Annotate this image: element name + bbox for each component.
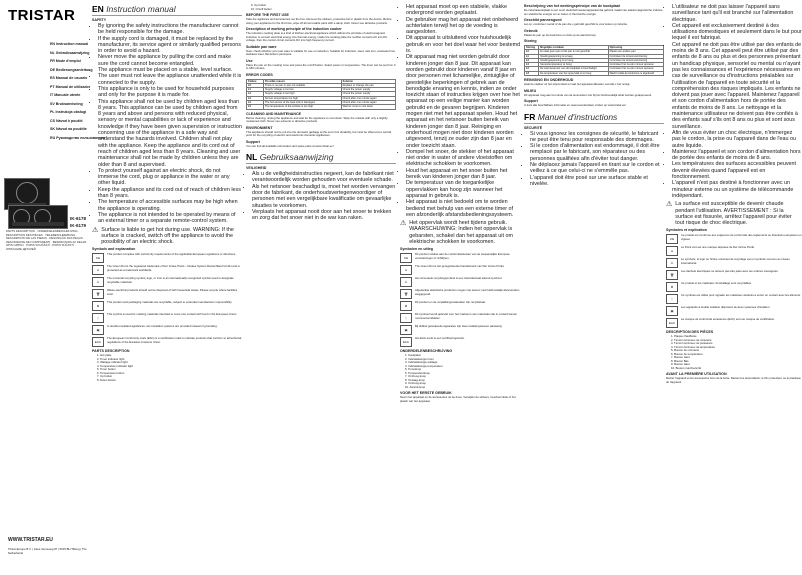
symbol-text: This symbol is used for marking materials intended to come into contact with food in the European Union. xyxy=(107,312,238,317)
symbol-icon: EAC xyxy=(666,318,678,328)
table-row xyxy=(525,71,664,75)
table-cell: E5 xyxy=(525,71,539,75)
list-item: • Cet appareil est exclusivement destiné à des utilisations domestiques et seulement dans le but pour lequel il est fabriqué. xyxy=(672,23,802,42)
nl-before-text: Neem het apparaat en de accessoires uit de doos. Verwijder de stickers, beschermfolie of het plastic van het apparaat. xyxy=(400,395,516,403)
en-safety-list xyxy=(98,23,242,225)
symbol-text: This product and packaging materials are recyclable, subject to extended manufacturer responsibility. xyxy=(107,300,233,305)
company-address: Tristar Europe B.V. | Jules Verneweg 87 | 5015 BH Tilburg | The Netherlands xyxy=(8,547,87,555)
symbol-text: Dit product en de verpakkingsmaterialen zijn recyclebaar. xyxy=(415,300,486,305)
list-item: • Keep the appliance and its cord out of reach of children less than 8 years. xyxy=(98,187,242,200)
model-numbers xyxy=(70,215,86,229)
list-item: • The user must not leave the appliance unattended while it is connected to the supply. xyxy=(98,73,242,86)
table-cell: Supply voltage is too low xyxy=(263,88,341,92)
symbol-row xyxy=(400,253,522,263)
list-item: • Afin de vous éviter un choc électrique, n'immergez pas le cordon, la prise ou l'appareil dans de l'eau ou autre liquide. xyxy=(672,130,802,149)
fr-safety-heading: SÉCURITÉ xyxy=(524,125,543,130)
symbol-text: Le symbole, le logo ou l'icône universel de recyclage est un symbole reconnu au niveau international. xyxy=(681,257,790,265)
table-cell: E3 xyxy=(525,63,539,67)
table-cell: E0 xyxy=(247,83,264,87)
list-item: • By ignoring the safety instructions the manufacturer cannot be held responsible for the damage. xyxy=(98,23,242,36)
list-item: 10. Bouton marche/arrêt xyxy=(671,365,702,370)
list-item: • Als u de veiligheidsinstructies negeert, kan de fabrikant niet verantwoordelijk worden gehouden voor eventuele schade. xyxy=(252,171,396,184)
symbol-icon: 🗑 xyxy=(92,289,104,299)
language-item: ES Manual de usuario xyxy=(50,76,88,80)
nl-env-text: Dit apparaat mag aan het einde van de levensduur niet bij het huishoudelijk afval worden gedeponeerd. xyxy=(524,92,652,97)
list-item: • Dit apparaat mag niet worden gebruikt door kinderen jonger dan 8 jaar. Dit apparaat kan worden gebruikt door kinderen vanaf 8 jaar en door personen met lichamelijke, zintuiglijke of geestelijke beperkingen of gebrek aan de benodigde ervaring en kennis, indien ze onder toezicht staan of instructies krijgen over hoe het apparaat op een veilige manier kan worden gebruikt en de gevaren begrijpen. Kinderen mogen niet met het apparaat spelen. Houd het apparaat en het netsnoer buiten bereik van kinderen jonger dan 8 jaar. Reiniging en onderhoud mogen niet door kinderen worden uitgevoerd, tenzij ze ouder zijn dan 8 jaar en onder toezicht staan. xyxy=(406,54,522,148)
symbol-icon: ▣ xyxy=(92,325,104,335)
list-item: • This appliance is only to be used for household purposes and only for the purpose it is made for. xyxy=(98,86,242,99)
symbol-icon: CE xyxy=(92,253,104,263)
product-image-2 xyxy=(8,205,68,229)
table-cell: Supply voltage is too high xyxy=(263,92,341,96)
fr-symbols-list xyxy=(666,234,802,328)
list-item: • Dompel het snoer, de stekker of het apparaat niet onder in water of andere vloeistoffen om elektrische schokken te voorkomen. xyxy=(406,149,522,168)
list-item: 8. Omlaag-knop xyxy=(405,377,425,382)
table-row xyxy=(525,67,664,71)
symbol-icon: 🗑 xyxy=(400,289,412,299)
symbol-text: Bij dubbel geïsoleerde apparaten zijn twee isolatiesystemen aanwezig. xyxy=(415,324,503,329)
en-support-heading: Support xyxy=(246,139,260,144)
list-item: 1. Hot plate xyxy=(97,353,112,358)
symbol-text: Ce produit et les matériaux d'emballage sont recyclables. xyxy=(681,281,752,286)
list-item: 2. Indicatielampje timer xyxy=(405,356,434,361)
en-env-heading: ENVIRONMENT xyxy=(246,125,273,130)
symbol-row xyxy=(400,301,522,311)
list-item: 7. Up button xyxy=(97,374,113,379)
symbol-text: Ce produit est conforme aux exigences de conformité des règlements ou directives européens en vigueur. xyxy=(681,233,802,241)
symbol-icon: ▣ xyxy=(400,325,412,335)
language-list xyxy=(50,40,106,142)
list-item: • If the supply cord is damaged, it must be replaced by the manufacturer, its service agent or similarly qualified persons in order to avoid a hazard. xyxy=(98,36,242,55)
symbol-row xyxy=(666,246,802,256)
en-column-2 xyxy=(246,0,396,575)
list-item: 3. Indicatielampje wattage xyxy=(405,360,438,365)
symbol-text: Het EAC-merk is een certificeringsmerk. xyxy=(415,336,465,341)
en-env-text: This appliance should not be put into the domestic garbage at the end of its durability, but must be offered at a central point for the recycling of electric and electronic domestic appliances. xyxy=(246,129,392,138)
table-cell: De temperatuur van het oppervlak is te hoog xyxy=(539,71,608,75)
list-item: 4. Indicatielampje temperatuur xyxy=(405,363,443,368)
symbol-row xyxy=(400,337,522,347)
symbol-text: The Green Dot is het geregistreerde handelsmerk van Der Grüne Punkt. xyxy=(415,264,505,269)
column-header: Solution xyxy=(341,79,395,83)
nl-support-heading: Support xyxy=(524,99,538,104)
symbol-row xyxy=(92,289,242,299)
language-item: DE Bedienungsanleitung xyxy=(50,67,93,72)
list-item: • De temperatuur van de toegankelijke oppervlakken kan hoog zijn wanneer het apparaat in gebruik is. xyxy=(406,180,522,199)
list-item: • Cet appareil ne doit pas être utilisé par des enfants de moins de 8 ans. Cet appareil peut être utilisé par des enfants de 8 ans ou plus et des personnes présentant un handicap physique, sensoriel ou mental ou n'ayant pas les connaissances et l'expérience nécessaires en cas de surveillance ou d'instructions préalables sur l'utilisation de l'appareil en toute sécurité et la compréhension des risques impliqués. Les enfants ne doivent pas jouer avec l'appareil. Maintenez l'appareil et son cordon d'alimentation hors de portée des enfants de moins de 8 ans. Le nettoyage et la maintenance utilisateur ne doivent pas être confiés à des enfants sauf s'ils ont 8 ans ou plus et sont sous surveillance. xyxy=(672,42,802,130)
symbol-row xyxy=(400,277,522,287)
list-item: • Ne déplacez jamais l'appareil en tirant sur le cordon et veillez à ce que celui-ci ne s'emmêle pas. xyxy=(530,162,664,175)
symbol-text: Les appareils à double isolation disposent de deux systèmes d'isolation. xyxy=(681,305,771,310)
symbol-text: La marque de conformité eurasienne (EAC) est une marque de certification. xyxy=(681,317,775,322)
hot-surface-icon: ⚠ xyxy=(400,220,407,228)
nl-desc-heading: Beschrijving van het werkingsprincipe van de kookplaat xyxy=(524,4,620,8)
column-header: Possible reason xyxy=(263,79,341,83)
column-header: Mogelijke oorzaken xyxy=(539,46,608,50)
symbol-row xyxy=(400,325,522,335)
nl-warning: ⚠ Het oppervlak wordt heet tijdens gebruik. WAARSCHUWING: Indien het oppervlak is gebarsten, schakel dan het apparaat uit om elektrische schokken te voorkomen. xyxy=(400,220,513,245)
list-item: 4. Temperature indicator light xyxy=(97,363,134,368)
symbol-icon: ♻ xyxy=(92,301,104,311)
symbol-row xyxy=(666,270,802,280)
list-item: 3. Wattage indicator light xyxy=(97,360,128,365)
symbol-icon: ● xyxy=(400,265,412,275)
table-cell: E1 xyxy=(247,88,264,92)
symbol-icon: ♻ xyxy=(400,301,412,311)
list-item: 10. On/off button xyxy=(251,6,272,11)
list-item: • Maintenez l'appareil et son cordon d'alimentation hors de portée des enfants de moins de 8 ans. xyxy=(672,149,802,162)
table-cell: Controleer de stroomvoorziening xyxy=(608,58,663,62)
nl-fault-heading: Storing xyxy=(524,39,537,43)
symbol-row xyxy=(92,325,242,335)
en-clean-text: Before cleaning, unplug the appliance and wait for the appliance to cool down. Wipe the outside with only a slightly moistened cloth. Never use solvents or abrasive products. xyxy=(246,115,388,124)
fr-safety-list-2 xyxy=(672,4,802,199)
nl-symbols-heading: Symbolen en uitleg xyxy=(400,247,433,252)
list-item: • Les températures des surfaces accessibles peuvent devenir élevées quand l'appareil est en fonctionnement. xyxy=(672,161,802,180)
table-cell: De warmtesensor van de koelplaat is beschadigd xyxy=(539,67,608,71)
list-item: 4. Témoin lumineux de température xyxy=(671,344,716,349)
list-item: 10. Aan/uit-knop xyxy=(405,384,426,389)
table-cell: Wait for zone to cool down xyxy=(341,105,395,109)
language-item: PL Instrukcja obsługi xyxy=(50,110,87,114)
list-item: 7. Bouton Haut xyxy=(671,355,690,360)
nl-support-text: U kunt alle beschikbare informatie en reserveonderdelen vinden op www.tristar.eu! xyxy=(524,103,626,108)
brand-logo: TRISTAR xyxy=(8,7,76,24)
symbol-icon: 🗑 xyxy=(666,270,678,280)
language-item: EN Instruction manual xyxy=(50,42,89,46)
list-item: • L'utilisateur ne doit pas laisser l'appareil sans surveillance tant qu'il est branché sur l'alimentation électrique. xyxy=(672,4,802,23)
symbol-row xyxy=(666,306,802,316)
nl-column-2 xyxy=(400,0,522,575)
nl-use-text: Plaats de pan op de kookzone en druk op de aan/uit-knop. xyxy=(524,32,597,37)
list-item: 8. Down button xyxy=(97,377,116,382)
language-item: FR Mode d'emploi xyxy=(50,59,81,63)
list-item: 9. Bouton Haut xyxy=(671,362,690,367)
list-item: 3. Témoin lumineux de puissance xyxy=(671,341,713,346)
symbol-row xyxy=(92,265,242,275)
symbol-text: Afgedankte elektrische producten mogen niet samen met huishoudelijk afval worden weggegooid. xyxy=(415,288,520,296)
table-cell: E5 xyxy=(247,105,264,109)
table-cell: The hot sensor of the heat sink is damaged xyxy=(263,100,341,104)
list-item: • De gebruiker mag het apparaat niet onbeheerd achterlaten terwijl het op de voeding is aangesloten. xyxy=(406,17,522,36)
en-use-heading: Use xyxy=(246,58,253,63)
symbol-icon: ▣ xyxy=(666,306,678,316)
cover-caption: PARTS DESCRIPTION · ONDERDELENBESCHRIJVING · DESCRIPTION DES PIÈCES · TEILEBESCHREIBUNG · DESCRIPCIÓN DE LAS PIEZAS · DESCRIÇÃO DAS PEÇAS · DESCRIZIONE DEI COMPONENTI · BESKRIVNING AV DELAR · OPIS CZĘŚCI · POPIS SOUČÁSTÍ · POPIS SÚČASTÍ · ОПИСАНИЕ ДЕТАЛЕЙ xyxy=(6,229,88,251)
list-item: • Si le cordon d'alimentation est endommagé, il doit être remplacé par le fabricant, son réparateur ou des personnes qualifiées afin d'éviter tout danger. xyxy=(530,143,664,162)
en-desc-heading: Description of working principle of the induction cooker xyxy=(246,27,342,31)
list-item: 7. Omhoog-knop xyxy=(405,374,426,379)
table-cell: The temperature of the surface is too high xyxy=(263,105,341,109)
website: WWW.TRISTAR.EU xyxy=(8,537,53,543)
en-error-heading: ERROR CODES xyxy=(246,72,273,77)
en-safety-heading: SAFETY xyxy=(92,18,107,22)
language-item: IT Manuale utente xyxy=(50,93,81,97)
en-before-heading: BEFORE THE FIRST USE xyxy=(246,13,289,17)
symbol-icon: ♺ xyxy=(400,277,412,287)
table-cell: Voedingsspanning is te hoog xyxy=(539,58,608,62)
list-item: • L'appareil n'est pas destiné à fonctionner avec un minuteur externe ou un système de télécommande indépendant. xyxy=(672,180,802,199)
nl-safety-list-1 xyxy=(252,171,396,221)
en-cookware-text: Note: check whether your pan ware is suitable for use on induction. Suitable for induction: steel, cast iron, enameled iron, stainless steel, flat-bottom pans/pots. xyxy=(246,48,396,56)
table-cell: Sensortemperatuur te hoog xyxy=(539,63,608,67)
en-before-text: Take the appliance and accessories out the box. Remove the stickers, protective foil or plastic from the device. Before using your appliance for the first time, wipe off all removable parts with a damp cloth. Never use abrasive products. xyxy=(246,17,392,25)
symbol-icon: ● xyxy=(666,246,678,256)
table-cell: Controleer het na één minuut opnieuw xyxy=(608,63,663,67)
en-symbols-list xyxy=(92,253,242,347)
list-item: • Never move the appliance by pulling the cord and make sure the cord cannot become entangled. xyxy=(98,54,242,67)
nl-symbols-list xyxy=(400,253,522,347)
table-cell: Controleer de stroomvoorziening xyxy=(608,54,663,58)
en-desc-text: The induction cooking plate is a kind of kitchen electrical appliance which utilizes the principle of electromagnetic induction to convert electrical energy into thermal energy, inside the cooking plate the rectifier converts AC into DC voltage, then the control circuit converts DC into high frequency current. xyxy=(246,31,388,42)
symbol-icon: ♺ xyxy=(666,258,678,268)
en-column-1 xyxy=(92,0,242,575)
list-item: 6. Temperatuurknop xyxy=(405,370,430,375)
en-parts-heading: PARTS DESCRIPTION xyxy=(92,349,130,354)
symbol-row xyxy=(92,337,242,347)
table-cell: E4 xyxy=(525,67,539,71)
symbol-text: Ce symbole est utilisé pour signaler les matériaux destinés à entrer en contact avec les aliments. xyxy=(681,293,801,298)
table-cell: Sensor temperature too high xyxy=(263,96,341,100)
list-item: • The temperature of accessible surfaces may be high when the appliance is operating. xyxy=(98,199,242,212)
list-item: 5. Bouton de minuterie xyxy=(671,348,700,353)
fr-safety-list-1 xyxy=(530,131,664,188)
symbol-row xyxy=(666,282,802,292)
nl-fault-table xyxy=(524,45,664,76)
symbol-text: The universal recycling symbol, logo, or icon is an internationally recognized symbol used to designate recyclable materials. xyxy=(107,276,234,284)
nl-clean-heading: REINIGING EN ONDERHOUD xyxy=(524,78,574,83)
list-item: • This appliance shall not be used by children aged less than 8 years. This appliance can be used by children aged from 8 years and above and persons with reduced physical, sensory or mental capabilities or lack of experience and knowledge if they have been given supervision or instruction concerning use of the appliance in a safe way and understand the hazards involved. Children shall not play with the appliance. Keep the appliance and its cord out of reach of children aged less than 8 years. Cleaning and user maintenance shall not be made by children unless they are older than 8 and supervised. xyxy=(98,99,242,168)
en-heading: EN Instruction manual xyxy=(92,4,242,16)
list-item: • Si vous ignorez les consignes de sécurité, le fabricant ne peut être tenu pour responsable des dommages. xyxy=(530,131,664,144)
symbol-text: Dit symbool wordt gebruikt voor het markeren van materialen die in contact komen met levensmiddelen. xyxy=(415,312,517,320)
list-item: • Houd het apparaat en het snoer buiten het bereik van kinderen jonger dan 8 jaar. xyxy=(406,168,522,181)
symbol-text: Le Point vert est une marque déposée de Der Grüne Punkt. xyxy=(681,245,755,250)
symbol-row xyxy=(400,289,522,299)
table-cell: Check after one minute again xyxy=(341,96,395,100)
list-item: 6. Bouton de température xyxy=(671,351,703,356)
symbol-icon: EAC xyxy=(92,337,104,347)
list-item: 9. Omhoog-knop xyxy=(405,381,426,386)
list-item: 1. Kookplaat xyxy=(405,353,421,358)
list-item: 5. Timer button xyxy=(97,367,116,372)
column-header: Oplossing xyxy=(608,46,663,50)
table-cell: Check after one minute again xyxy=(341,100,395,104)
language-item: PT Manual de utilizador xyxy=(50,84,91,89)
table-cell: Voedingsspanning is te laag xyxy=(539,54,608,58)
language-item: CS Návod k použití xyxy=(50,118,83,123)
hot-surface-icon: ⚠ xyxy=(666,201,673,209)
model-number: IK-6179 xyxy=(70,223,87,228)
list-item: 9. Up button xyxy=(251,3,267,7)
table-cell: Wacht totdat de kookzone is afgekoeld xyxy=(608,71,663,75)
symbol-row xyxy=(400,265,522,275)
language-item: RU Руководство пользователя xyxy=(50,135,106,140)
symbol-text: Les déchets électriques ne doivent pas être jetés avec les ordures ménagères. xyxy=(681,269,779,274)
list-item: • The appliance must be placed on a stable, level surface. xyxy=(98,67,242,73)
list-item: 2. Témoin lumineux de minuterie xyxy=(671,337,712,342)
list-item: 1. Plaque chauffante xyxy=(671,334,697,339)
table-cell: Plaats een andere pan xyxy=(608,50,663,54)
symbol-text: Dit product voldoet aan de conformiteitseisen van de toepasselijke Europese verordeningen of richtlijnen. xyxy=(415,252,510,260)
hot-surface-icon: ⚠ xyxy=(92,226,99,234)
nl-safety-heading: VEILIGHEID xyxy=(246,166,267,171)
en-symbols-heading: Symbols and explanation xyxy=(92,247,136,252)
list-item: • L'appareil doit être posé sur une surface stable et nivelée. xyxy=(530,175,664,188)
column-header: Storing xyxy=(525,46,539,50)
symbol-icon: CE xyxy=(666,234,678,244)
symbol-row xyxy=(92,301,242,311)
symbol-row xyxy=(92,277,242,287)
fr-before-heading: AVANT LA PREMIÈRE UTILISATION xyxy=(666,372,727,377)
table-cell: Check the power supply xyxy=(341,88,395,92)
symbol-text: The European Conformity mark (EAC) is a certification mark to indicate products that conform to all technical regulations of the Eurasian Customs Union. xyxy=(107,336,242,344)
list-item: 6. Temperature button xyxy=(97,370,125,375)
table-row xyxy=(247,105,396,109)
nl-cookware-text: Let op: controleer vooraf of de pan die u gebruikt geschikt is voor koken op inductie. xyxy=(524,22,628,26)
table-cell: E2 xyxy=(525,58,539,62)
symbol-row xyxy=(666,234,802,244)
symbol-row xyxy=(92,313,242,323)
symbol-text: In double-insulated appliances, two insulation systems are provided instead of grounding. xyxy=(107,324,218,329)
nl-clean-text: Haal de stekker uit het stopcontact en laat het apparaat afkoelen voordat u het reinigt. xyxy=(524,82,631,87)
symbol-icon: EAC xyxy=(400,337,412,347)
en-error-table xyxy=(246,79,396,110)
language-item: NL Gebruiksaanwijzing xyxy=(50,50,90,55)
nl-cookware-heading: Geschikt pannengoed xyxy=(524,18,562,22)
symbol-icon: ♺ xyxy=(92,277,104,287)
table-cell: E3 xyxy=(247,96,264,100)
symbol-icon: ● xyxy=(92,265,104,275)
symbol-row xyxy=(400,313,522,323)
list-item: • Het apparaat is niet bedoeld om te worden bediend met behulp van een externe timer of een afzonderlijk afstandsbedieningssysteem. xyxy=(406,199,522,218)
nl-desc-text: De inductiekookplaat is een soort elektrisch keukenapparaat dat gebruik maakt van elektromagnetische inductie om elektrische energie om te zetten in thermische energie. xyxy=(524,8,663,16)
list-item: • To protect yourself against an electric shock, do not immerse the cord, plug or appliance in the water or any other liquid. xyxy=(98,168,242,187)
list-item: • Als het netsnoer beschadigd is, moet het worden vervangen door de fabrikant, de onderhoudsvertegenwoordiger of personen met een vergelijkbare kwalificatie om gevaarlijke situaties te voorkomen. xyxy=(252,184,396,209)
fr-column-2 xyxy=(666,0,802,575)
en-use-text: Place the pan on the cooking zone and press the on/off button. Select power or temperature. The timer can be set from 0 to 180 minutes. xyxy=(246,62,396,70)
list-item: 2. Timer indicator light xyxy=(97,356,125,361)
symbol-row xyxy=(666,258,802,268)
list-item: • Verplaats het apparaat nooit door aan het snoer te trekken en zorg dat het snoer niet in de war kan raken. xyxy=(252,209,396,222)
fr-before-text: Retirer l'appareil et les accessoires hors de la boîte. Retirez les autocollants, le film protecteur ou le plastique de l'appareil. xyxy=(666,376,801,384)
list-item: 8. Bouton Bas xyxy=(671,358,689,363)
en-support-text: You can find all available information and spare parts at www.tristar.eu! xyxy=(246,143,334,148)
symbol-text: This product complies with conformity requirements of the applicable European regulations or directives. xyxy=(107,252,236,257)
list-item: • The appliance is not intended to be operated by means of an external timer or a separate remote-control system. xyxy=(98,212,242,225)
list-item: • Dit apparaat is uitsluitend voor huishoudelijk gebruik en voor het doel waar het voor bestemd is. xyxy=(406,35,522,54)
table-cell: E0 xyxy=(525,50,539,54)
table-cell: Controleer het na één minuut opnieuw xyxy=(608,67,663,71)
column-header: Failure xyxy=(247,79,264,83)
symbol-row xyxy=(666,294,802,304)
fr-warning: ⚠ La surface est susceptible de devenir chaude pendant l'utilisation. AVERTISSEMENT : Si la surface est fissurée, arrêtez l'appareil pour éviter tout risque de choc électrique. xyxy=(666,201,792,227)
table-cell: There is no pan or pan not suitable xyxy=(263,83,341,87)
fr-heading: FR Manuel d'instructions xyxy=(524,112,664,124)
fr-symbols-heading: Symboles et explication xyxy=(666,228,707,233)
list-item: 5. Timerknop xyxy=(405,367,422,372)
table-cell: E1 xyxy=(525,54,539,58)
table-cell: E2 xyxy=(247,92,264,96)
table-cell: Er staat geen pan of de pan is niet geschikt xyxy=(539,50,608,54)
list-item: • Het apparaat moet op een stabiele, vlakke ondergrond worden geplaatst. xyxy=(406,4,522,17)
fr-parts-heading: DESCRIPTION DES PIÈCES xyxy=(666,330,714,335)
nl-env-heading: MILIEU xyxy=(524,88,537,93)
symbol-icon: CE xyxy=(400,253,412,263)
symbol-text: Het universele recyclingsymbool is een internationaal erkend symbool. xyxy=(415,276,503,281)
language-item: SK Návod na použitie xyxy=(50,127,87,131)
symbol-text: Waste electrical products should not be disposed of with household waste. Please recycle where facilities exist. xyxy=(107,288,238,296)
symbol-row xyxy=(666,318,802,328)
symbol-row xyxy=(92,253,242,263)
nl-column-3 xyxy=(524,0,664,575)
table-cell: Check the power supply xyxy=(341,92,395,96)
symbol-text: The Green Dot is the registered trademark of Der Grüne Punkt – Duales System Deutschland GmbH and is protected as a trademark worldwide. xyxy=(107,264,240,272)
en-cookware-heading: Suitable pan ware xyxy=(246,44,277,49)
symbol-icon: 🍴 xyxy=(666,294,678,304)
en-warning: ⚠ Surface is liable to get hot during use. WARNING: If the surface is cracked, switch off the appliance to avoid the possibility of an electric shock. xyxy=(92,226,234,246)
symbol-icon: ♻ xyxy=(666,282,678,292)
nl-before-heading: VOOR HET EERSTE GEBRUIK xyxy=(400,391,452,396)
symbol-icon: 🍴 xyxy=(92,313,104,323)
fr-parts-list xyxy=(671,335,802,370)
en-parts-list xyxy=(97,354,242,382)
nl-heading: NL Gebruiksaanwijzing xyxy=(246,152,396,164)
nl-parts-list xyxy=(405,354,522,389)
nl-parts-heading: ONDERDELENBESCHRIJVING xyxy=(400,349,453,354)
en-parts-cont xyxy=(251,4,396,11)
nl-safety-list-2 xyxy=(406,4,522,218)
table-cell: E4 xyxy=(247,100,264,104)
language-item: SV Bruksanvisning xyxy=(50,101,83,106)
table-cell: Replace or change the pan xyxy=(341,83,395,87)
symbol-icon: 🍴 xyxy=(400,313,412,323)
model-number: IK-6178 xyxy=(70,216,87,221)
en-clean-heading: CLEANING AND MAINTENANCE xyxy=(246,111,301,116)
nl-use-heading: Gebruik xyxy=(524,28,538,33)
